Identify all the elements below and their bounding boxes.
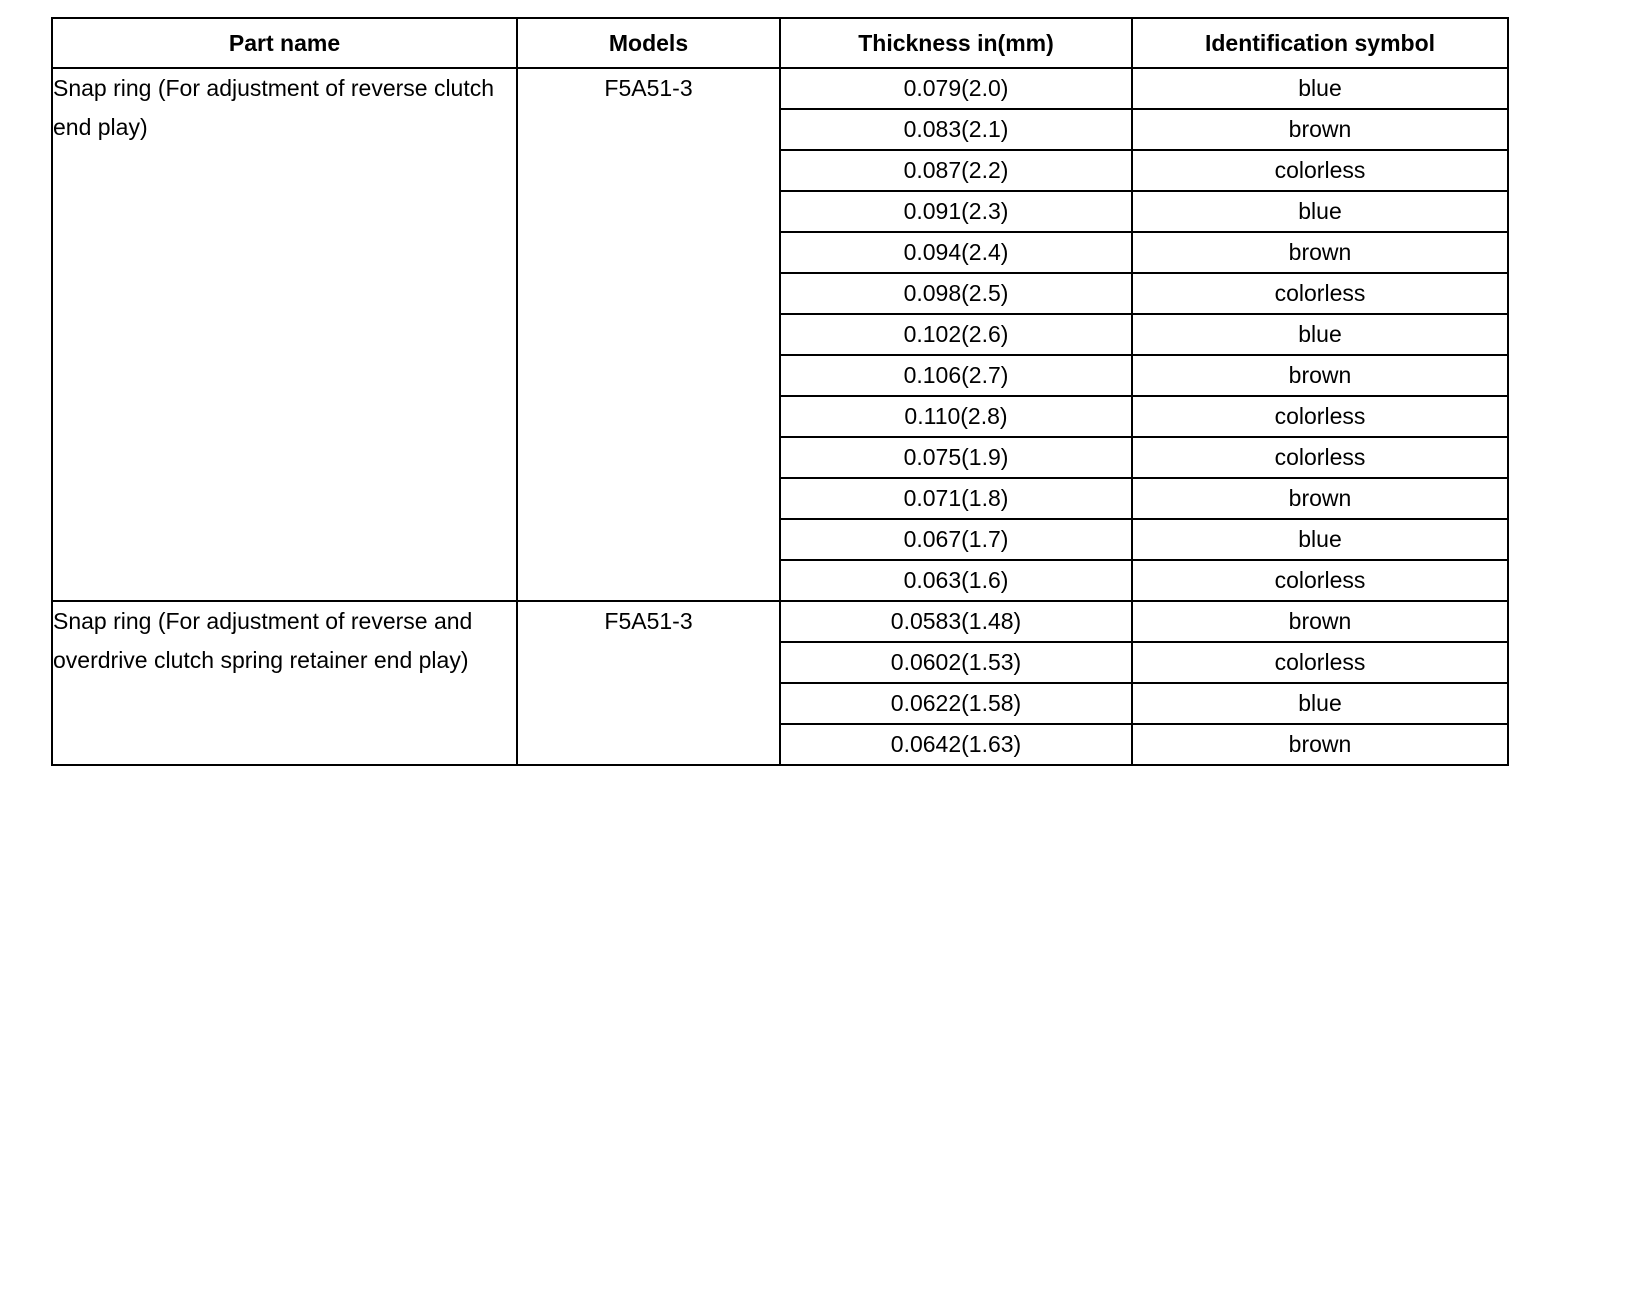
- identification-symbol-cell: blue: [1132, 314, 1508, 355]
- header-models: Models: [517, 18, 780, 68]
- thickness-cell: 0.098(2.5): [780, 273, 1132, 314]
- thickness-cell: 0.075(1.9): [780, 437, 1132, 478]
- thickness-cell: 0.083(2.1): [780, 109, 1132, 150]
- identification-symbol-cell: brown: [1132, 601, 1508, 642]
- identification-symbol-cell: blue: [1132, 68, 1508, 109]
- header-identification-symbol: Identification symbol: [1132, 18, 1508, 68]
- thickness-cell: 0.071(1.8): [780, 478, 1132, 519]
- thickness-cell: 0.094(2.4): [780, 232, 1132, 273]
- model-cell: F5A51-3: [517, 601, 780, 765]
- table-body: [52, 68, 1508, 765]
- header-thickness: Thickness in(mm): [780, 18, 1132, 68]
- thickness-cell: 0.102(2.6): [780, 314, 1132, 355]
- identification-symbol-cell: blue: [1132, 191, 1508, 232]
- identification-symbol-cell: colorless: [1132, 642, 1508, 683]
- identification-symbol-cell: brown: [1132, 724, 1508, 765]
- header-part-name: Part name: [52, 18, 517, 68]
- thickness-cell: 0.079(2.0): [780, 68, 1132, 109]
- model-cell: F5A51-3: [517, 68, 780, 601]
- identification-symbol-cell: colorless: [1132, 150, 1508, 191]
- table-row: [52, 601, 1508, 642]
- thickness-cell: 0.0642(1.63): [780, 724, 1132, 765]
- table-row: [52, 68, 1508, 109]
- thickness-cell: 0.067(1.7): [780, 519, 1132, 560]
- thickness-cell: 0.087(2.2): [780, 150, 1132, 191]
- snap-ring-spec-table: [51, 17, 1509, 766]
- thickness-cell: 0.0622(1.58): [780, 683, 1132, 724]
- identification-symbol-cell: brown: [1132, 355, 1508, 396]
- thickness-cell: 0.110(2.8): [780, 396, 1132, 437]
- identification-symbol-cell: colorless: [1132, 437, 1508, 478]
- identification-symbol-cell: blue: [1132, 519, 1508, 560]
- thickness-cell: 0.0583(1.48): [780, 601, 1132, 642]
- header-row: [52, 18, 1508, 68]
- thickness-cell: 0.063(1.6): [780, 560, 1132, 601]
- thickness-cell: 0.106(2.7): [780, 355, 1132, 396]
- part-name-cell: Snap ring (For adjustment of reverse and overdrive clutch spring retainer end play): [52, 601, 517, 765]
- identification-symbol-cell: brown: [1132, 478, 1508, 519]
- thickness-cell: 0.0602(1.53): [780, 642, 1132, 683]
- thickness-cell: 0.091(2.3): [780, 191, 1132, 232]
- identification-symbol-cell: blue: [1132, 683, 1508, 724]
- identification-symbol-cell: brown: [1132, 109, 1508, 150]
- part-name-cell: Snap ring (For adjustment of reverse clutch end play): [52, 68, 517, 601]
- table-header: [52, 18, 1508, 68]
- identification-symbol-cell: colorless: [1132, 396, 1508, 437]
- identification-symbol-cell: brown: [1132, 232, 1508, 273]
- identification-symbol-cell: colorless: [1132, 560, 1508, 601]
- identification-symbol-cell: colorless: [1132, 273, 1508, 314]
